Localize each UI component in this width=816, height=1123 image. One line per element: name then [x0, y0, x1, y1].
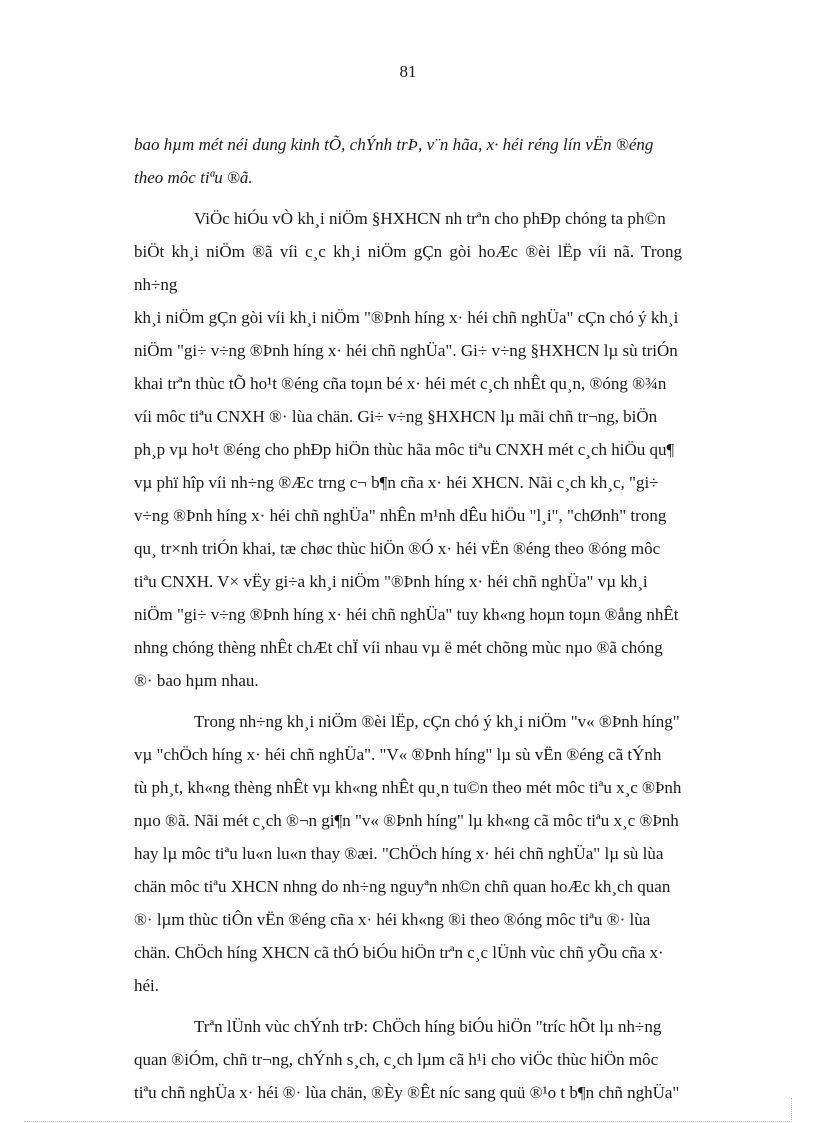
paragraph-definition: ViÖc hiÓu vÒ kh¸i niÖm §HXHCN nh trªn cho phÐp chóng ta ph©n biÖt kh¸i niÖm ®ã víi c¸c kh¸i niÖm gÇn gòi hoÆc ®èi lËp víi nã. Trong nh÷ng kh¸i niÖm gÇn gòi víi kh¸i niÖm "®Þnh híng x· héi chñ nghÜa" cÇn chó ý kh¸i niÖm "gi÷ v÷ng ®Þnh híng x· héi chñ nghÜa". Gi÷ v÷ng §HXHCN lµ sù triÓn khai trªn thùc tÕ ho¹t ®éng cña toµn bé x· héi mét c¸ch nhÊt qu¸n, ®óng ®¾n víi môc tiªu CNXH ®· lùa chän. Gi÷ v÷ng §HXHCN lµ mãi chñ tr¬ng, biÖn ph¸p vµ ho¹t ®éng cho phÐp hiÖn thùc hãa môc tiªu CNXH mét c¸ch hiÖu qu¶ vµ phï hîp víi nh÷ng ®Æc trng c¬ b¶n cña x· héi XHCN. Nãi c¸ch kh¸c, "gi÷ v÷ng ®Þnh híng x· héi chñ nghÜa" nhÊn m¹nh dÊu hiÖu "l¸i", "chØnh" trong qu¸ tr×nh triÓn khai, tæ chøc thùc hiÖn ®Ó x· héi vËn ®éng theo ®óng môc tiªu CNXH. V× vËy gi÷a kh¸i niÖm "®Þnh híng x· héi chñ nghÜa" vµ kh¸i niÖm "gi÷ v÷ng ®Þnh híng x· héi chñ nghÜa" tuy kh«ng hoµn toµn ®ång nhÊt nhng chóng thèng nhÊt chÆt chÏ víi nhau vµ ë mét chõng mùc nµo ®ã chóng ®· bao hµm nhau. — [134, 209, 682, 690]
paragraph-continuation: bao hµm mét néi dung kinh tÕ, chÝnh trÞ, v¨n hãa, x· héi réng lín vËn ®éng theo môc tiªu ®ã. — [134, 135, 654, 187]
document-body — [134, 128, 682, 1117]
page-border-right — [791, 1098, 792, 1122]
page-border-bottom — [24, 1121, 792, 1122]
page-number: 81 — [399, 62, 417, 81]
paragraph-opposing-concepts: Trong nh÷ng kh¸i niÖm ®èi lËp, cÇn chó ý kh¸i niÖm "v« ®Þnh híng" vµ "chÖch híng x· héi chñ nghÜa". "V« ®Þnh híng" lµ sù vËn ®éng cã tÝnh tù ph¸t, kh«ng thèng nhÊt vµ kh«ng nhÊt qu¸n tu©n theo mét môc tiªu x¸c ®Þnh nµo ®ã. Nãi mét c¸ch ®¬n gi¶n "v« ®Þnh híng" lµ kh«ng cã môc tiªu x¸c ®Þnh hay lµ môc tiªu lu«n lu«n thay ®æi. "ChÖch híng x· héi chñ nghÜa" lµ sù lùa chän môc tiªu XHCN nhng do nh÷ng nguyªn nh©n chñ quan hoÆc kh¸ch quan ®· lµm thùc tiÔn vËn ®éng cña x· héi kh«ng ®i theo ®óng môc tiªu ®· lùa chän. ChÖch híng XHCN cã thÓ biÓu hiÖn trªn c¸c lÜnh vùc chñ yÕu cña x· héi. — [134, 712, 682, 995]
paragraph-political-field: Trªn lÜnh vùc chÝnh trÞ: ChÖch híng biÓu hiÖn "tríc hÕt lµ nh÷ng quan ®iÓm, chñ tr¬ng, chÝnh s¸ch, c¸ch lµm cã h¹i cho viÖc thùc hiÖn môc tiªu chñ nghÜa x· héi ®· lùa chän, ®Èy ®Êt níc sang quü ®¹o t b¶n chñ nghÜa" — [134, 1017, 680, 1102]
